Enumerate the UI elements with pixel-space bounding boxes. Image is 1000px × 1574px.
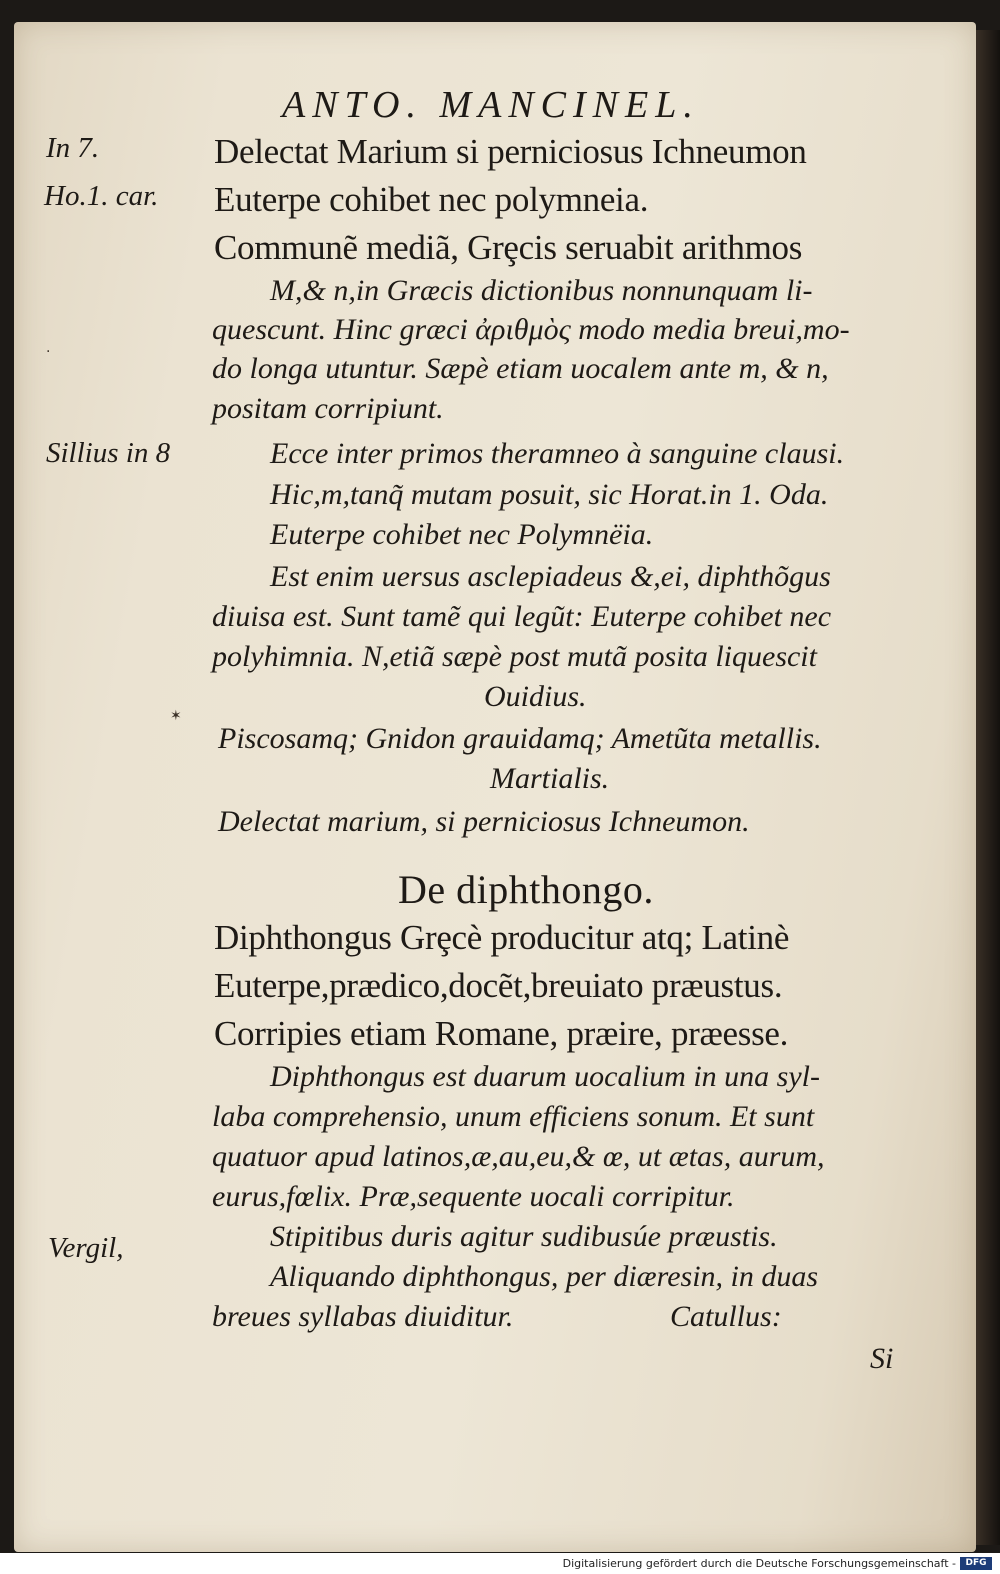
running-header: ANTO. MANCINEL. xyxy=(282,84,700,126)
dfg-logo-icon: DFG xyxy=(960,1557,992,1570)
quotation-line: Ecce inter primos theramneo à sanguine clausi. xyxy=(270,437,845,470)
commentary-line: M,& n,in Græcis dictionibus nonnunquam li- xyxy=(270,274,813,307)
quotation-line: Delectat marium, si perniciosus Ichneumon. xyxy=(218,805,750,838)
catchword: Si xyxy=(870,1342,894,1375)
commentary-line: Hic,m,tanq̃ mutam posuit, sic Horat.in 1. Oda. xyxy=(270,478,829,511)
commentary-line: quatuor apud latinos,æ,au,eu,& œ, ut ætas, aurum, xyxy=(212,1140,825,1173)
commentary-line: positam corripiunt. xyxy=(212,392,444,425)
commentary-line: Aliquando diphthongus, per diæresin, in duas xyxy=(270,1260,819,1293)
digitization-footer xyxy=(0,1553,1000,1574)
commentary-line: breues syllabas diuiditur. xyxy=(212,1300,514,1333)
verse-line: Euterpe cohibet nec polymneia. xyxy=(214,180,649,219)
verse-line: Corripies etiam Romane, præire, præesse. xyxy=(214,1014,789,1053)
page-binding-edge xyxy=(976,30,1000,1545)
author-attribution: Ouidius. xyxy=(484,680,587,713)
ink-speck: · xyxy=(46,344,51,360)
verse-line: Euterpe,prædico,docẽt,breuiato præustus. xyxy=(214,966,783,1005)
commentary-line: Diphthongus est duarum uocalium in una syl- xyxy=(270,1060,820,1093)
footer-credit: Digitalisierung gefördert durch die Deutsche Forschungsgemeinschaft - xyxy=(562,1557,956,1570)
author-attribution: Martialis. xyxy=(490,762,610,795)
quotation-line: Piscosamq; Gnidon grauidamq; Ametũta metallis. xyxy=(218,722,822,755)
margin-note-3: Sillius in 8 xyxy=(46,437,171,469)
margin-note-1: In 7. xyxy=(46,132,100,164)
commentary-line: do longa utuntur. Sæpè etiam uocalem ante m, & n, xyxy=(212,352,829,385)
verse-line: Delectat Marium si perniciosus Ichneumon xyxy=(214,132,807,171)
commentary-line: laba comprehensio, unum efficiens sonum. Et sunt xyxy=(212,1100,815,1133)
commentary-line: polyhimnia. N,etiã sæpè post mutã posita liquescit xyxy=(212,640,817,673)
margin-note-2: Ho.1. car. xyxy=(44,180,159,212)
commentary-line: diuisa est. Sunt tamẽ qui legũt: Euterpe cohibet nec xyxy=(212,600,832,633)
commentary-line: eurus,fœlix. Præ,sequente uocali corripitur. xyxy=(212,1180,735,1213)
verse-line: Communẽ mediã, Grȩcis seruabit arithmos xyxy=(214,228,803,267)
quotation-line: Euterpe cohibet nec Polymnëia. xyxy=(270,518,654,551)
section-heading: De diphthongo. xyxy=(398,867,654,912)
commentary-line: Est enim uersus asclepiadeus &,ei, diphthõgus xyxy=(270,560,831,593)
margin-note-4: Vergil, xyxy=(48,1232,124,1264)
ink-speck: ✶ xyxy=(170,708,182,724)
commentary-line: quescunt. Hinc græci ἀριθμὸς modo media breui,mo- xyxy=(212,313,850,346)
verse-line: Diphthongus Grȩcè producitur atq; Latinè xyxy=(214,918,790,957)
author-attribution: Catullus: xyxy=(670,1300,782,1333)
book-page xyxy=(14,22,976,1552)
quotation-line: Stipitibus duris agitur sudibusúe præustis. xyxy=(270,1220,778,1253)
